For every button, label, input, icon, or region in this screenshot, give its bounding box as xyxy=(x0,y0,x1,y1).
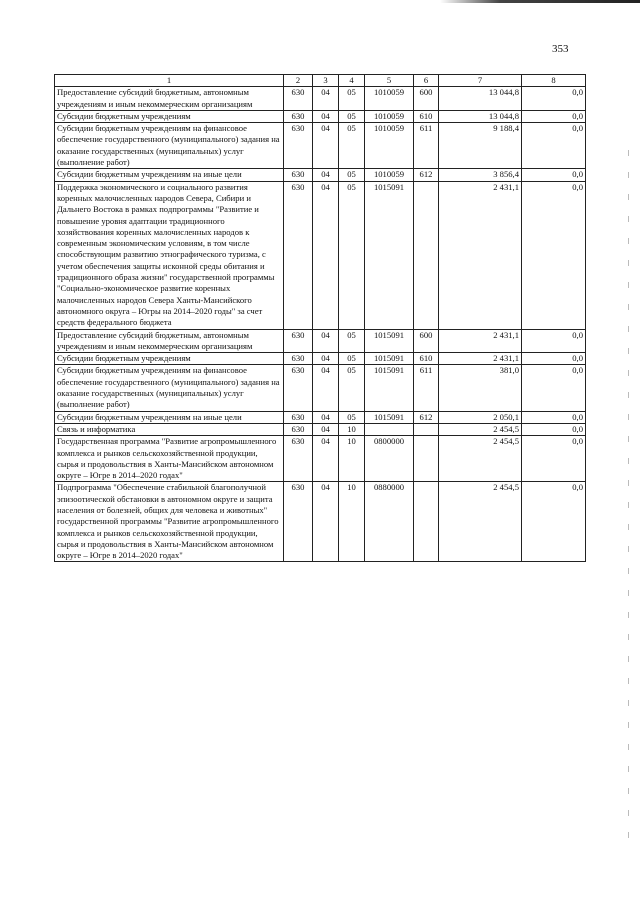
row-csr: 0800000 xyxy=(365,436,414,482)
row-csr: 1015091 xyxy=(365,411,414,423)
row-vr: 610 xyxy=(414,110,439,122)
row-vr xyxy=(414,436,439,482)
row-ved: 630 xyxy=(284,169,313,181)
row-csr: 1010059 xyxy=(365,110,414,122)
row-rz: 04 xyxy=(313,353,339,365)
row-sum-2014: 2 431,1 xyxy=(439,181,522,329)
row-sum-2014: 2 454,5 xyxy=(439,436,522,482)
table-row xyxy=(55,423,586,435)
row-sum-2015: 0,0 xyxy=(522,169,586,181)
row-rz: 04 xyxy=(313,181,339,329)
row-csr: 1010059 xyxy=(365,169,414,181)
row-name: Подпрограмма "Обеспечение стабильной благополучной эпизоотической обстановки в автономном округе и защита населения от болезней, общих для человека и животных" государственной программы "Развитие агропромышленного комплекса и рынков сельскохозяйственной продукции, сырья и продовольствия в Ханты-Мансийском автономном округе – Югре в 2014–2020 годах" xyxy=(55,482,284,562)
row-csr: 1015091 xyxy=(365,329,414,353)
row-sum-2015: 0,0 xyxy=(522,353,586,365)
row-vr: 612 xyxy=(414,411,439,423)
row-vr xyxy=(414,423,439,435)
row-sum-2014: 2 454,5 xyxy=(439,482,522,562)
row-name: Субсидии бюджетным учреждениям на финансовое обеспечение государственного (муниципального) задания на оказание государственных (муниципальных) услуг (выполнение работ) xyxy=(55,123,284,169)
row-csr: 1015091 xyxy=(365,365,414,411)
row-sum-2015: 0,0 xyxy=(522,423,586,435)
scan-side-mark xyxy=(628,150,629,850)
row-sum-2015: 0,0 xyxy=(522,365,586,411)
table-row xyxy=(55,436,586,482)
table-row xyxy=(55,329,586,353)
row-rz: 04 xyxy=(313,436,339,482)
row-csr: 1015091 xyxy=(365,181,414,329)
header-col-6: 6 xyxy=(414,75,439,87)
row-vr: 612 xyxy=(414,169,439,181)
row-ved: 630 xyxy=(284,423,313,435)
row-name: Государственная программа "Развитие агропромышленного комплекса и рынков сельскохозяйственной продукции, сырья и продовольствия в Ханты-Мансийском автономном округе – Югре в 2014–2020 годах" xyxy=(55,436,284,482)
row-pr: 05 xyxy=(339,110,365,122)
row-pr: 05 xyxy=(339,123,365,169)
row-csr xyxy=(365,423,414,435)
row-vr xyxy=(414,181,439,329)
row-sum-2014: 9 188,4 xyxy=(439,123,522,169)
row-sum-2014: 13 044,8 xyxy=(439,87,522,111)
row-rz: 04 xyxy=(313,482,339,562)
row-sum-2015: 0,0 xyxy=(522,411,586,423)
header-col-2: 2 xyxy=(284,75,313,87)
row-ved: 630 xyxy=(284,411,313,423)
row-sum-2015: 0,0 xyxy=(522,123,586,169)
row-pr: 05 xyxy=(339,365,365,411)
header-col-1: 1 xyxy=(55,75,284,87)
row-name: Связь и информатика xyxy=(55,423,284,435)
row-rz: 04 xyxy=(313,169,339,181)
row-sum-2014: 381,0 xyxy=(439,365,522,411)
header-col-8: 8 xyxy=(522,75,586,87)
table-row xyxy=(55,169,586,181)
row-name: Предоставление субсидий бюджетным, автономным учреждениям и иным некоммерческим организациям xyxy=(55,329,284,353)
row-ved: 630 xyxy=(284,123,313,169)
row-pr: 05 xyxy=(339,353,365,365)
row-sum-2014: 2 431,1 xyxy=(439,353,522,365)
row-csr: 1015091 xyxy=(365,353,414,365)
row-pr: 10 xyxy=(339,482,365,562)
row-ved: 630 xyxy=(284,110,313,122)
row-ved: 630 xyxy=(284,329,313,353)
row-vr: 611 xyxy=(414,365,439,411)
row-sum-2015: 0,0 xyxy=(522,181,586,329)
row-name: Субсидии бюджетным учреждениям на иные цели xyxy=(55,169,284,181)
row-pr: 05 xyxy=(339,329,365,353)
row-ved: 630 xyxy=(284,353,313,365)
row-sum-2015: 0,0 xyxy=(522,110,586,122)
table-row xyxy=(55,123,586,169)
scan-edge-mark xyxy=(440,0,640,3)
row-rz: 04 xyxy=(313,110,339,122)
row-ved: 630 xyxy=(284,87,313,111)
table-row xyxy=(55,482,586,562)
row-sum-2015: 0,0 xyxy=(522,436,586,482)
row-vr: 610 xyxy=(414,353,439,365)
row-ved: 630 xyxy=(284,482,313,562)
row-rz: 04 xyxy=(313,123,339,169)
header-col-3: 3 xyxy=(313,75,339,87)
header-col-7: 7 xyxy=(439,75,522,87)
table-row xyxy=(55,87,586,111)
header-col-5: 5 xyxy=(365,75,414,87)
row-name: Субсидии бюджетным учреждениям xyxy=(55,110,284,122)
row-pr: 05 xyxy=(339,411,365,423)
row-vr xyxy=(414,482,439,562)
row-rz: 04 xyxy=(313,329,339,353)
budget-table xyxy=(54,74,586,562)
row-rz: 04 xyxy=(313,411,339,423)
row-sum-2014: 2 454,5 xyxy=(439,423,522,435)
table-row xyxy=(55,181,586,329)
row-pr: 05 xyxy=(339,169,365,181)
header-row xyxy=(55,75,586,87)
row-sum-2015: 0,0 xyxy=(522,87,586,111)
row-rz: 04 xyxy=(313,365,339,411)
row-pr: 05 xyxy=(339,87,365,111)
row-sum-2014: 13 044,8 xyxy=(439,110,522,122)
row-name: Поддержка экономического и социального развития коренных малочисленных народов Севера, Сибири и Дальнего Востока в рамках подпрограммы "Развитие и повышение уровня адаптации традиционного хозяйствования коренных малочисленных народов к современным экономическим условиям, в том числе способствующим развитию этнографического туризма, с учетом обеспечения защиты исконной среды обитания и традиционного образа жизни" государственной программы "Социально-экономическое развитие коренных малочисленных народов Севера Ханты-Мансийского автономного округа – Югры на 2014–2020 годы" за счет средств федерального бюджета xyxy=(55,181,284,329)
page-number: 353 xyxy=(552,43,569,55)
row-vr: 611 xyxy=(414,123,439,169)
table-row xyxy=(55,411,586,423)
row-sum-2015: 0,0 xyxy=(522,329,586,353)
row-sum-2014: 3 856,4 xyxy=(439,169,522,181)
row-name: Субсидии бюджетным учреждениям xyxy=(55,353,284,365)
row-ved: 630 xyxy=(284,436,313,482)
row-vr: 600 xyxy=(414,329,439,353)
row-rz: 04 xyxy=(313,423,339,435)
row-pr: 10 xyxy=(339,423,365,435)
row-pr: 10 xyxy=(339,436,365,482)
row-name: Субсидии бюджетным учреждениям на финансовое обеспечение государственного (муниципального) задания на оказание государственных (муниципальных) услуг (выполнение работ) xyxy=(55,365,284,411)
row-sum-2015: 0,0 xyxy=(522,482,586,562)
row-pr: 05 xyxy=(339,181,365,329)
row-csr: 1010059 xyxy=(365,123,414,169)
row-csr: 0880000 xyxy=(365,482,414,562)
row-sum-2014: 2 431,1 xyxy=(439,329,522,353)
row-name: Предоставление субсидий бюджетным, автономным учреждениям и иным некоммерческим организациям xyxy=(55,87,284,111)
table-row xyxy=(55,365,586,411)
header-col-4: 4 xyxy=(339,75,365,87)
table-row xyxy=(55,353,586,365)
row-ved: 630 xyxy=(284,365,313,411)
row-vr: 600 xyxy=(414,87,439,111)
row-sum-2014: 2 050,1 xyxy=(439,411,522,423)
row-ved: 630 xyxy=(284,181,313,329)
row-rz: 04 xyxy=(313,87,339,111)
row-name: Субсидии бюджетным учреждениям на иные цели xyxy=(55,411,284,423)
row-csr: 1010059 xyxy=(365,87,414,111)
table-row xyxy=(55,110,586,122)
